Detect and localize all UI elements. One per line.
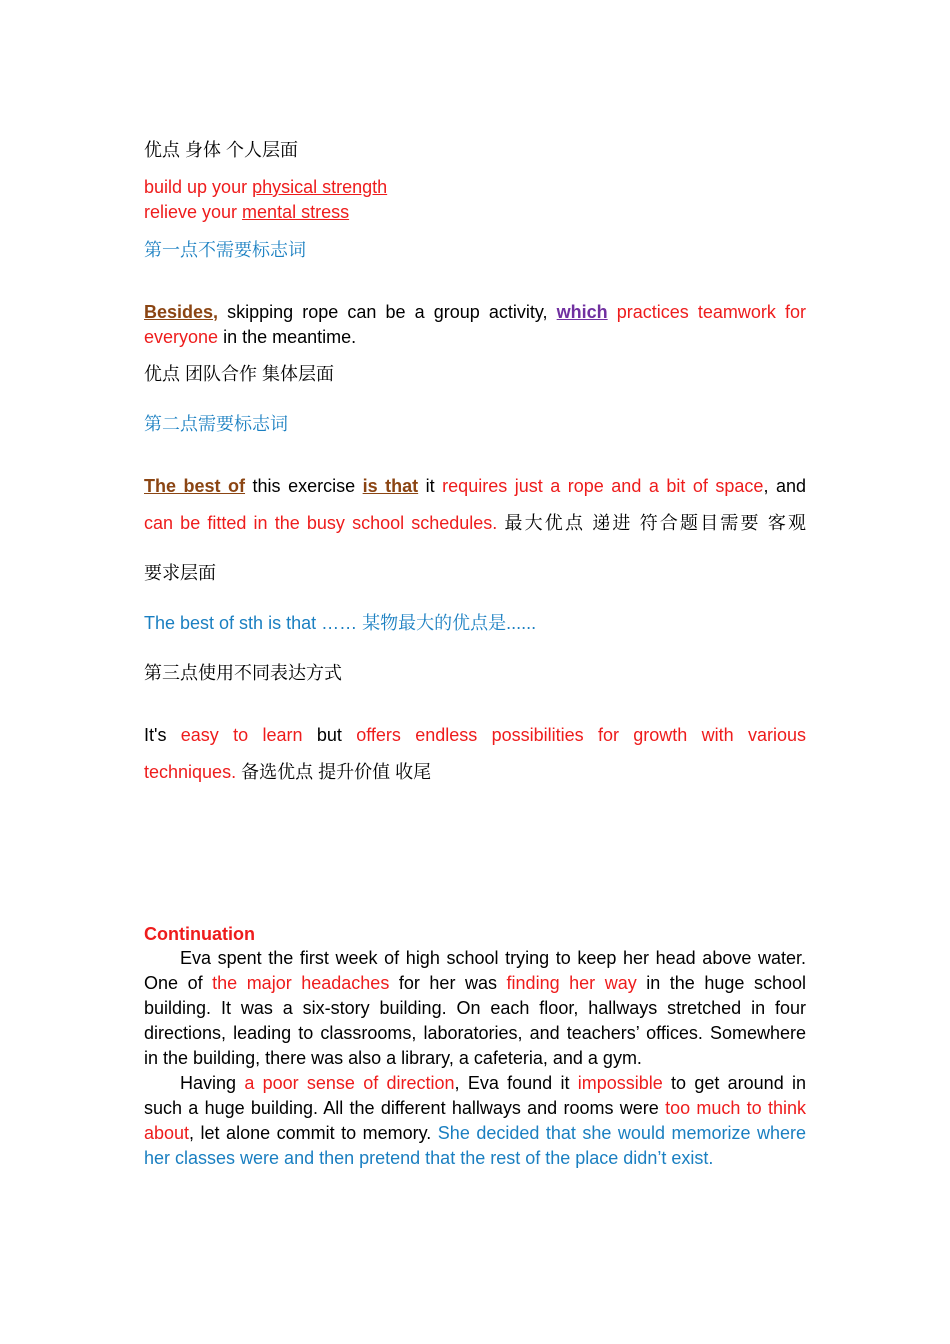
sentence-besides-line1: Besides, skipping rope can be a group activity, which practices teamwork for <box>144 302 806 322</box>
note-advantage-team: 优点 团队合作 集体层面 <box>144 364 335 384</box>
note-third-point: 第三点使用不同表达方式 <box>144 663 342 683</box>
phrase-relieve-stress: relieve your mental stress <box>144 202 350 222</box>
continuation-heading: Continuation <box>144 924 255 944</box>
note-first-point: 第一点不需要标志词 <box>144 240 306 260</box>
continuation-paragraph-2: Having a poor sense of direction, Eva found it impossible to get around in such a huge building. All the different hallways and rooms were too much to think about, let alone commit to memory. She decided that she would memorize where her classes were and then pretend that the rest of the place didn’t exist. <box>144 1073 806 1168</box>
note-pattern-best-of: The best of sth is that …… 某物最大的优点是...... <box>144 613 537 633</box>
note-objective-level: 要求层面 <box>144 563 216 583</box>
phrase-build-strength: build up your physical strength <box>144 177 388 197</box>
sentence-besides-line2: everyone in the meantime. <box>144 327 357 347</box>
note-advantage-body: 优点 身体 个人层面 <box>144 140 299 160</box>
note-second-point: 第二点需要标志词 <box>144 414 288 434</box>
sentence-best-line1: The best of this exercise is that it requires just a rope and a bit of space, and <box>144 476 806 496</box>
sentence-easy-line2: techniques. 备选优点 提升价值 收尾 <box>144 762 432 782</box>
continuation-paragraph-1: Eva spent the first week of high school trying to keep her head above water. One of the major headaches for her was finding her way in the huge school building. It was a six-story building. On each floor, hallways stretched in four directions, leading to classrooms, laboratories, and teachers’ offices. Somewhere in the building, there was also a library, a cafeteria, and a gym. <box>144 948 806 1068</box>
sentence-easy-line1: It's easy to learn but offers endless possibilities for growth with various <box>144 725 806 745</box>
sentence-best-line2: can be fitted in the busy school schedules. 最大优点 递进 符合题目需要 客观 <box>144 513 806 533</box>
